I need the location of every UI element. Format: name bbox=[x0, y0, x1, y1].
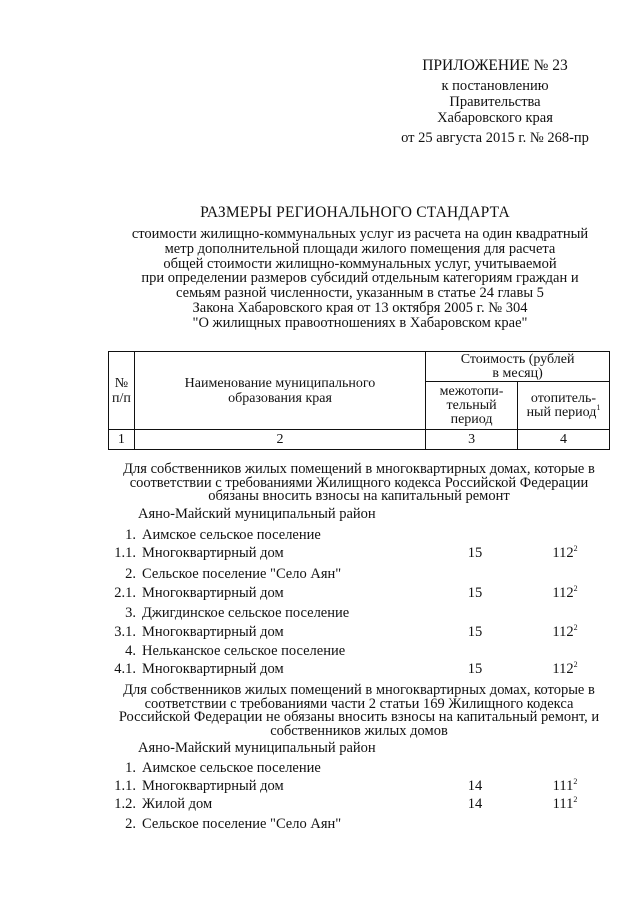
appendix-title: ПРИЛОЖЕНИЕ № 23 bbox=[422, 57, 568, 74]
row-name: Многоквартирный дом bbox=[142, 661, 284, 677]
row-name: Многоквартирный дом bbox=[142, 624, 284, 640]
row-cost-a: 15 bbox=[467, 624, 483, 640]
header-index-2: 2 bbox=[134, 430, 425, 450]
row-number: 1.1. bbox=[114, 545, 136, 561]
table-row bbox=[0, 566, 640, 583]
header-col-num: № п/п bbox=[109, 352, 135, 430]
section-1-title: Для собственников жилых помещений в многоквартирных домах, которые в соответствии с требованиями Жилищного кодекса Российской Федерации обязаны вносить взносы на капитальный ремонт bbox=[123, 461, 595, 504]
row-cost-a: 14 bbox=[467, 778, 483, 794]
row-cost-b bbox=[520, 545, 610, 561]
row-cost-b-value: 111 bbox=[552, 796, 574, 812]
appendix-line-3: Хабаровского края bbox=[437, 110, 553, 126]
description-line: "О жилищных правоотношениях в Хабаровском крае" bbox=[192, 314, 528, 331]
row-cost-a: 15 bbox=[467, 661, 483, 677]
table-row bbox=[0, 527, 640, 544]
header-index-1: 1 bbox=[109, 430, 135, 450]
row-name: Нельканское сельское поселение bbox=[142, 643, 346, 659]
footnote-mark: 1 bbox=[596, 402, 601, 412]
row-number: 4.1. bbox=[114, 661, 136, 677]
appendix-date: от 25 августа 2015 г. № 268-пр bbox=[401, 130, 589, 146]
header-col-cost-b-label: отопитель-ный период bbox=[526, 390, 597, 420]
description-line: общей стоимости жилищно-коммунальных услуг, учитываемой bbox=[163, 255, 557, 272]
row-number: 1. bbox=[125, 527, 136, 543]
row-name: Многоквартирный дом bbox=[142, 585, 284, 601]
description-line: стоимости жилищно-коммунальных услуг из расчета на один квадратный bbox=[131, 226, 589, 242]
row-name: Сельское поселение "Село Аян" bbox=[142, 816, 342, 832]
table-row bbox=[0, 778, 640, 795]
header-col-cost-b bbox=[517, 382, 609, 430]
row-number: 3.1. bbox=[114, 624, 136, 640]
row-cost-b-value: 112 bbox=[552, 661, 574, 677]
row-cost-a: 14 bbox=[467, 796, 483, 812]
footnote-mark: 2 bbox=[573, 660, 578, 669]
table-row bbox=[0, 760, 640, 777]
header-col-cost-a: межотопи-тельный период bbox=[426, 382, 518, 430]
appendix-line-2: Правительства bbox=[449, 94, 541, 110]
row-cost-b-value: 112 bbox=[552, 624, 574, 640]
row-cost-a: 15 bbox=[467, 545, 483, 561]
footnote-mark: 2 bbox=[573, 777, 578, 786]
row-name: Многоквартирный дом bbox=[142, 778, 284, 794]
table-row bbox=[0, 643, 640, 660]
table-row bbox=[0, 624, 640, 641]
row-number: 4. bbox=[125, 643, 136, 659]
footnote-mark: 2 bbox=[573, 795, 578, 804]
footnote-mark: 2 bbox=[573, 544, 578, 553]
row-number: 2. bbox=[125, 566, 136, 582]
description-line: Закона Хабаровского края от 13 октября 2005 г. № 304 bbox=[192, 299, 528, 316]
table-row bbox=[0, 816, 640, 833]
row-name: Сельское поселение "Село Аян" bbox=[142, 566, 342, 582]
header-col-name: Наименование муниципального образования края bbox=[134, 352, 425, 430]
row-number: 1. bbox=[125, 760, 136, 776]
table-row bbox=[0, 661, 640, 678]
row-cost-a: 15 bbox=[467, 585, 483, 601]
row-cost-b bbox=[520, 661, 610, 677]
table-row bbox=[0, 740, 640, 757]
appendix-block bbox=[380, 58, 610, 146]
table-row bbox=[0, 545, 640, 562]
footnote-mark: 2 bbox=[573, 584, 578, 593]
table-row bbox=[0, 796, 640, 813]
footnote-mark: 2 bbox=[573, 623, 578, 632]
section-2-title: Для собственников жилых помещений в многоквартирных домах, которые в соответствии с требованиями части 2 статьи 169 Жилищного кодекса Российской Федерации не обязаны вносить взносы на капитальный ремонт, и собственников жилых домов bbox=[118, 682, 600, 739]
description-line: семьям разной численности, указанным в статье 24 главы 5 bbox=[176, 285, 544, 302]
document-description bbox=[110, 227, 610, 331]
header-col-cost: Стоимость (рублей в месяц) bbox=[426, 352, 610, 382]
document-heading: РАЗМЕРЫ РЕГИОНАЛЬНОГО СТАНДАРТА bbox=[200, 204, 510, 221]
row-number: 1.1. bbox=[114, 778, 136, 794]
row-number: 3. bbox=[125, 605, 136, 621]
table-header bbox=[108, 351, 610, 450]
table-row bbox=[0, 605, 640, 622]
row-name: Джигдинское сельское поселение bbox=[142, 605, 350, 621]
row-name: Жилой дом bbox=[142, 796, 213, 812]
row-name: Аяно-Майский муниципальный район bbox=[138, 740, 376, 756]
table-row bbox=[0, 506, 640, 523]
row-cost-b bbox=[520, 624, 610, 640]
row-cost-b-value: 112 bbox=[552, 545, 574, 561]
row-name: Аимское сельское поселение bbox=[142, 760, 321, 776]
row-number: 1.2. bbox=[114, 796, 136, 812]
row-cost-b bbox=[520, 796, 610, 812]
row-cost-b bbox=[520, 778, 610, 794]
appendix-line-1: к постановлению bbox=[441, 78, 549, 94]
row-cost-b-value: 112 bbox=[552, 585, 574, 601]
description-line: метр дополнительной площади жилого помещения для расчета bbox=[164, 240, 556, 257]
row-cost-b bbox=[520, 585, 610, 601]
table-row bbox=[0, 585, 640, 602]
header-index-3: 3 bbox=[426, 430, 518, 450]
row-name: Многоквартирный дом bbox=[142, 545, 284, 561]
row-number: 2.1. bbox=[114, 585, 136, 601]
row-number: 2. bbox=[125, 816, 136, 832]
description-line: при определении размеров субсидий отдельным категориям граждан и bbox=[141, 270, 579, 287]
row-name: Аяно-Майский муниципальный район bbox=[138, 506, 376, 522]
row-cost-b-value: 111 bbox=[552, 778, 574, 794]
header-index-4: 4 bbox=[517, 430, 609, 450]
row-name: Аимское сельское поселение bbox=[142, 527, 321, 543]
